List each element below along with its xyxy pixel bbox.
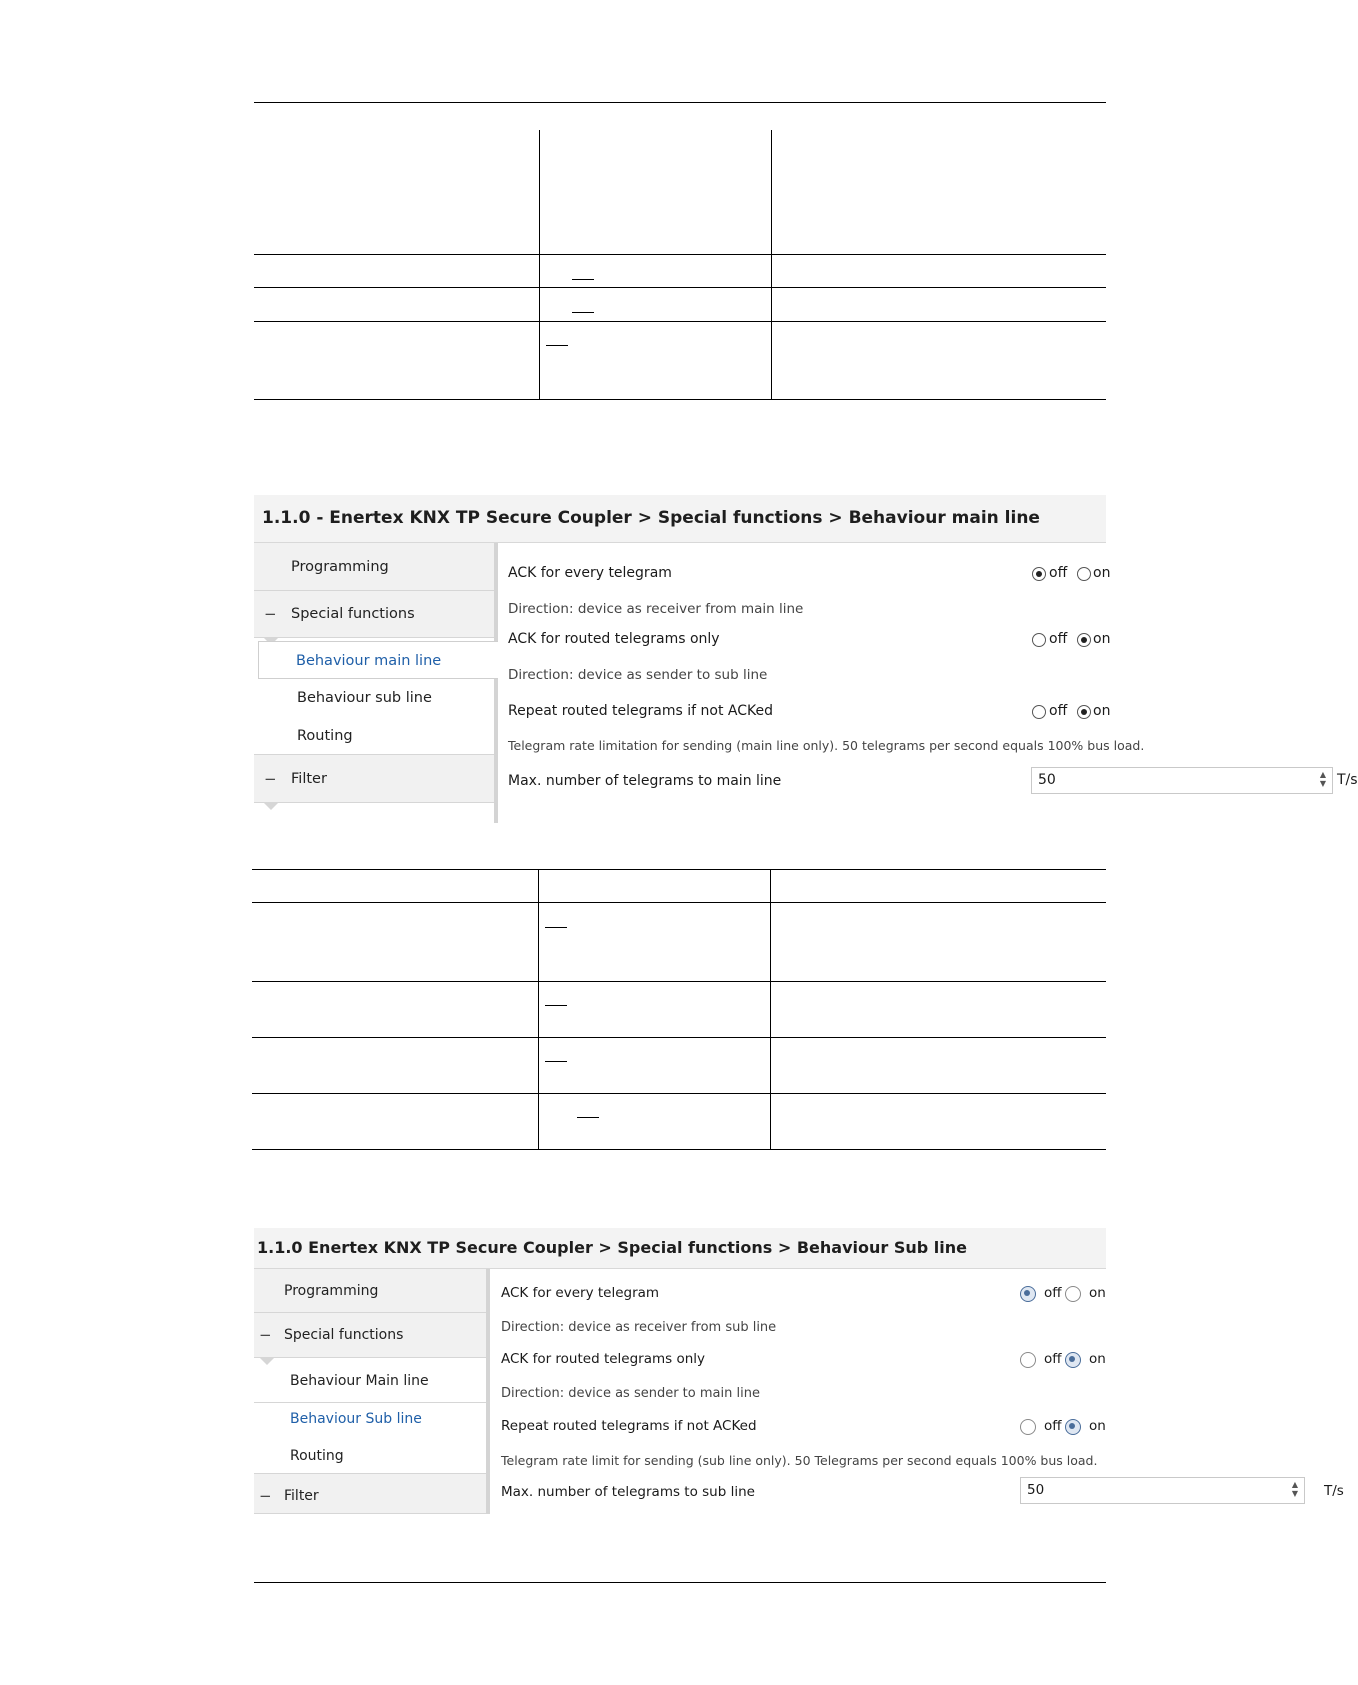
off-label: off (1044, 1351, 1062, 1367)
rate-limit-note: Telegram rate limitation for sending (main line only). 50 telegrams per second equals 100% bus load. (508, 738, 1145, 753)
nav-item-special-functions[interactable] (254, 591, 494, 638)
nav-item-behaviour-main-line[interactable]: Behaviour Main line (254, 1358, 486, 1403)
nav-item-label: Special functions (284, 1327, 404, 1343)
spinner-arrows-icon[interactable]: ▲ ▼ (1319, 770, 1326, 788)
expand-caret-icon (264, 803, 278, 810)
spinner-arrows-icon[interactable]: ▲ ▼ (1291, 1480, 1298, 1498)
nav-item-routing[interactable]: Routing (254, 717, 494, 755)
off-label: off (1049, 565, 1068, 581)
ack-every-off-radio[interactable] (1020, 1286, 1036, 1302)
table-row (252, 1094, 1106, 1150)
max-telegrams-label: Max. number of telegrams to sub line (501, 1484, 755, 1500)
on-label: on (1093, 565, 1111, 581)
on-label: on (1093, 703, 1111, 719)
table-row (252, 1038, 1106, 1094)
parameter-pane (508, 543, 1358, 823)
off-label: off (1049, 703, 1068, 719)
nav-tree (254, 1269, 490, 1514)
nav-tree (254, 543, 498, 823)
repeat-on-radio[interactable] (1077, 705, 1091, 719)
direction-receiver-text: Direction: device as receiver from main line (508, 601, 804, 617)
nav-item-behaviour-sub-line[interactable]: Behaviour Sub line (254, 1403, 486, 1438)
max-telegrams-value: 50 (1027, 1482, 1045, 1498)
max-telegrams-input[interactable] (1031, 767, 1333, 794)
ack-every-label: ACK for every telegram (508, 565, 672, 581)
nav-item-behaviour-sub-line[interactable]: Behaviour sub line (297, 690, 432, 706)
collapse-icon[interactable]: − (259, 1487, 272, 1505)
nav-item-special-functions[interactable] (254, 1313, 486, 1358)
off-label: off (1049, 631, 1068, 647)
unit-label: T/s (1324, 1483, 1344, 1499)
nav-item-label: Filter (284, 1488, 319, 1504)
table-row (254, 254, 1106, 287)
table-row (254, 287, 1106, 321)
nav-item-behaviour-main-line[interactable]: Behaviour main line (258, 641, 498, 679)
collapse-icon[interactable]: − (259, 1326, 272, 1344)
ack-routed-on-radio[interactable] (1077, 633, 1091, 647)
nav-item-filter[interactable] (254, 1474, 486, 1514)
rate-limit-note: Telegram rate limit for sending (sub line only). 50 Telegrams per second equals 100% bus load. (501, 1453, 1098, 1468)
on-label: on (1093, 631, 1111, 647)
ack-every-on-radio[interactable] (1065, 1286, 1081, 1302)
nav-item-label: Filter (291, 771, 327, 787)
table-row (254, 130, 1106, 254)
collapse-icon[interactable]: − (264, 605, 277, 623)
repeat-label: Repeat routed telegrams if not ACKed (501, 1418, 757, 1434)
collapse-icon[interactable]: − (264, 770, 277, 788)
unit-label: T/s (1337, 772, 1358, 788)
parameter-pane (501, 1269, 1344, 1514)
ack-routed-off-radio[interactable] (1020, 1352, 1036, 1368)
repeat-on-radio[interactable] (1065, 1419, 1081, 1435)
table-row (252, 982, 1106, 1038)
ack-routed-off-radio[interactable] (1032, 633, 1046, 647)
nav-item-label: Special functions (291, 606, 415, 622)
on-label: on (1089, 1418, 1106, 1434)
repeat-off-radio[interactable] (1032, 705, 1046, 719)
nav-item-routing[interactable]: Routing (254, 1438, 486, 1474)
ack-every-on-radio[interactable] (1077, 567, 1091, 581)
on-label: on (1089, 1285, 1106, 1301)
ack-every-off-radio[interactable] (1032, 567, 1046, 581)
panel-title: 1.1.0 Enertex KNX TP Secure Coupler > Special functions > Behaviour Sub line (254, 1228, 1106, 1269)
repeat-label: Repeat routed telegrams if not ACKed (508, 703, 774, 719)
off-label: off (1044, 1418, 1062, 1434)
header-rule (254, 102, 1106, 103)
repeat-off-radio[interactable] (1020, 1419, 1036, 1435)
ets-panel-main-line (254, 495, 1358, 823)
table-row (254, 321, 1106, 399)
param-table-1 (254, 130, 1106, 400)
off-label: off (1044, 1285, 1062, 1301)
table-row (252, 903, 1106, 982)
on-label: on (1089, 1351, 1106, 1367)
ets-panel-sub-line (254, 1228, 1344, 1514)
footer-rule (254, 1582, 1106, 1583)
max-telegrams-value: 50 (1038, 772, 1056, 788)
max-telegrams-input[interactable] (1020, 1477, 1305, 1504)
ack-routed-label: ACK for routed telegrams only (508, 631, 720, 647)
ack-every-label: ACK for every telegram (501, 1285, 660, 1301)
direction-receiver-text: Direction: device as receiver from sub line (501, 1320, 777, 1335)
ack-routed-label: ACK for routed telegrams only (501, 1351, 706, 1367)
direction-sender-text: Direction: device as sender to sub line (508, 667, 768, 683)
nav-item-programming[interactable]: Programming (254, 1269, 486, 1313)
direction-sender-text: Direction: device as sender to main line (501, 1386, 760, 1401)
max-telegrams-label: Max. number of telegrams to main line (508, 773, 782, 789)
nav-item-filter[interactable] (254, 755, 494, 803)
panel-title: 1.1.0 - Enertex KNX TP Secure Coupler > Special functions > Behaviour main line (254, 495, 1106, 543)
table-row (252, 870, 1106, 903)
nav-item-programming[interactable]: Programming (254, 543, 494, 591)
ack-routed-on-radio[interactable] (1065, 1352, 1081, 1368)
param-table-2 (252, 869, 1106, 1150)
